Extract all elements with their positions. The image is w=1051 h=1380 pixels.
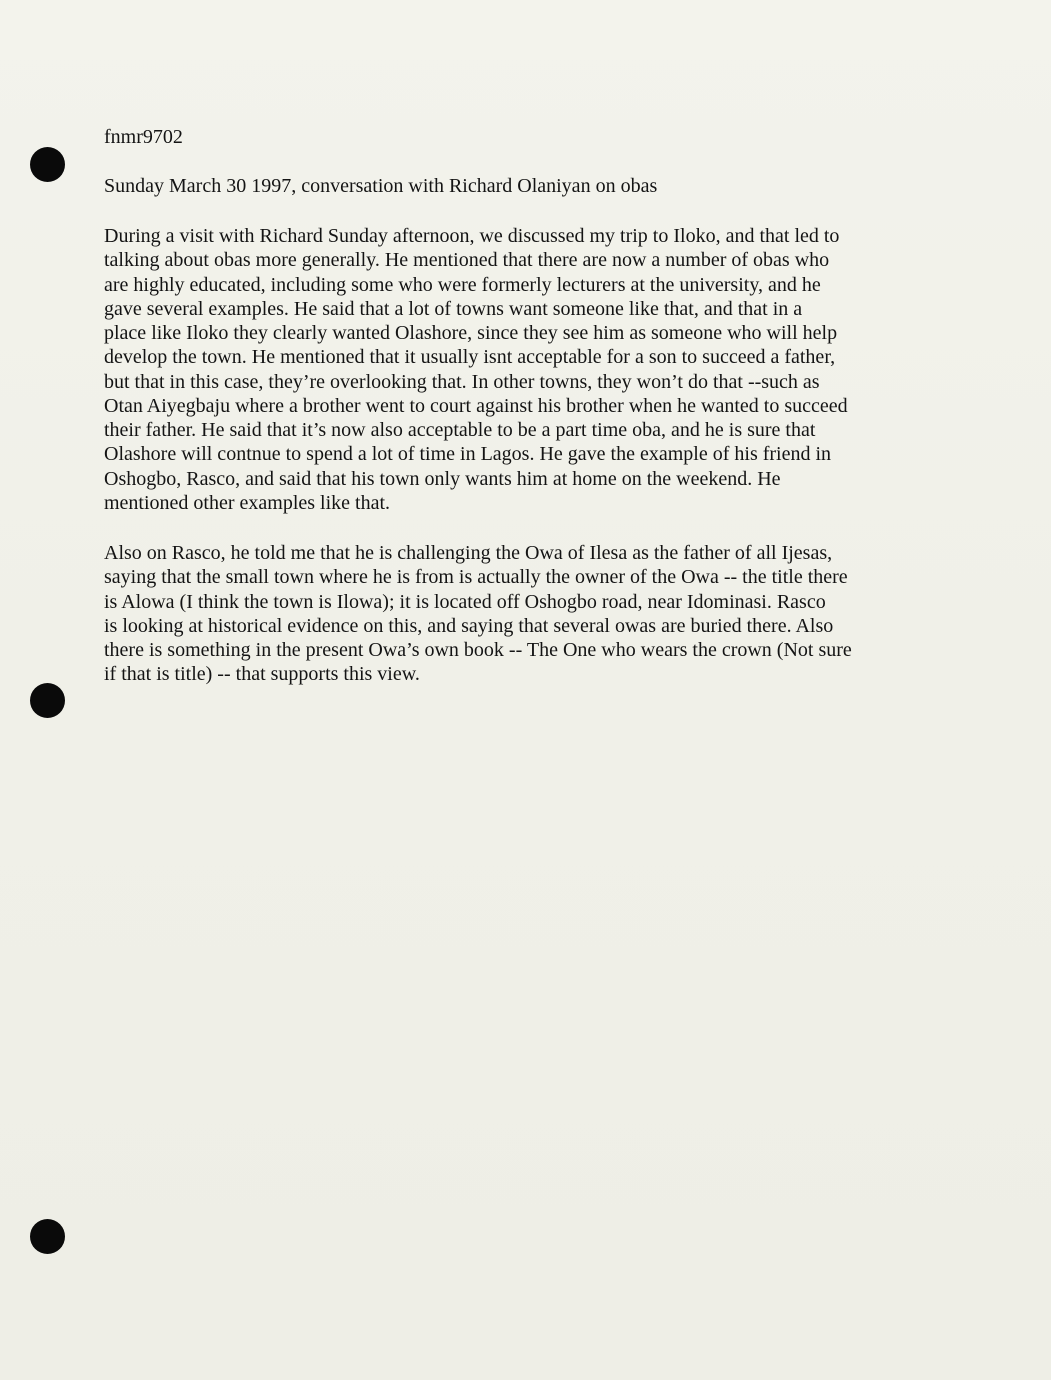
punch-hole-top bbox=[30, 147, 65, 182]
text-line: if that is title) -- that supports this view. bbox=[104, 663, 420, 686]
punch-hole-bottom bbox=[30, 1219, 65, 1254]
text-line: Otan Aiyegbaju where a brother went to court against his brother when he wanted to succeed bbox=[104, 394, 848, 417]
text-line: Also on Rasco, he told me that he is challenging the Owa of Ilesa as the father of all Ijesas, bbox=[104, 542, 833, 564]
text-line: Olashore will contnue to spend a lot of time in Lagos. He gave the example of his friend in bbox=[104, 443, 832, 466]
text-line: talking about obas more generally. He mentioned that there are now a number of obas who bbox=[104, 249, 830, 272]
document-id: fnmr9702 bbox=[104, 126, 183, 148]
text-line: develop the town. He mentioned that it usually isnt acceptable for a son to succeed a father, bbox=[104, 346, 836, 369]
text-line: mentioned other examples like that. bbox=[104, 491, 391, 514]
punch-hole-middle bbox=[30, 683, 65, 718]
document-title: Sunday March 30 1997, conversation with Richard Olaniyan on obas bbox=[104, 175, 658, 197]
text-line: place like Iloko they clearly wanted Olashore, since they see him as someone who will help bbox=[104, 322, 838, 344]
text-line: During a visit with Richard Sunday afternoon, we discussed my trip to Iloko, and that led to bbox=[104, 225, 840, 247]
text-line: their father. He said that it’s now also acceptable to be a part time oba, and he is sure that bbox=[104, 419, 816, 441]
text-line: is Alowa (I think the town is Ilowa); it is located off Oshogbo road, near Idominasi. Rasco bbox=[104, 590, 826, 613]
paragraph-2 bbox=[104, 541, 934, 687]
text-line: there is something in the present Owa’s own book -- The One who wears the crown (Not sure bbox=[104, 639, 852, 661]
text-line: is looking at historical evidence on this, and saying that several owas are buried there. Also bbox=[104, 614, 834, 637]
paragraph-1 bbox=[104, 224, 934, 515]
text-line: saying that the small town where he is from is actually the owner of the Owa -- the title there bbox=[104, 566, 848, 589]
text-line: Oshogbo, Rasco, and said that his town only wants him at home on the weekend. He bbox=[104, 467, 781, 490]
text-line: gave several examples. He said that a lot of towns want someone like that, and that in a bbox=[104, 297, 803, 320]
text-line: are highly educated, including some who were formerly lecturers at the university, and he bbox=[104, 273, 821, 296]
text-line: but that in this case, they’re overlooking that. In other towns, they won’t do that --such as bbox=[104, 370, 820, 393]
